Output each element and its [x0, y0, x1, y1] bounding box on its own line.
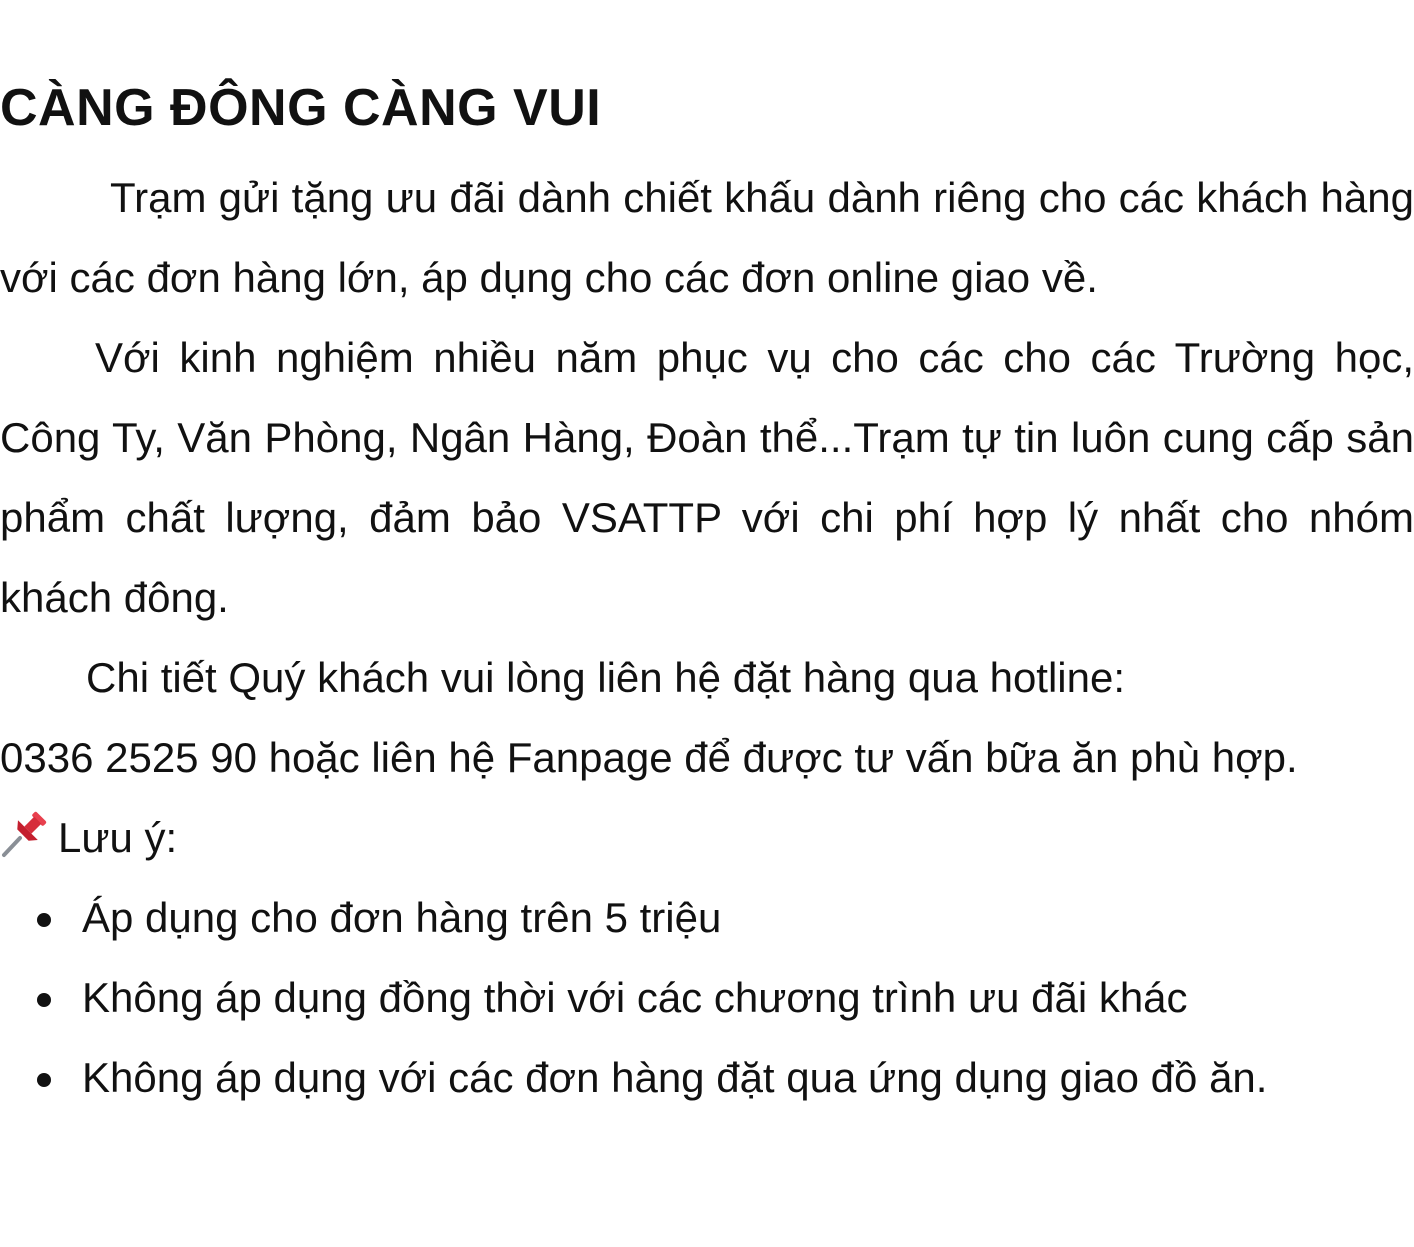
list-item-text: Không áp dụng với các đơn hàng đặt qua ứng dụng giao đồ ăn.	[82, 1054, 1268, 1101]
bullet-icon	[37, 993, 51, 1007]
list-item-text: Không áp dụng đồng thời với các chương trình ưu đãi khác	[82, 974, 1188, 1021]
contact-paragraph: Chi tiết Quý khách vui lòng liên hệ đặt hàng qua hotline:	[86, 654, 1126, 701]
list-item	[0, 1038, 1267, 1118]
bullet-icon	[37, 1073, 51, 1087]
note-heading	[0, 798, 177, 878]
list-item-text: Áp dụng cho đơn hàng trên 5 triệu	[82, 894, 722, 941]
list-item	[0, 958, 1267, 1038]
pushpin-icon	[0, 804, 50, 854]
page-title: CÀNG ĐÔNG CÀNG VUI	[0, 79, 602, 137]
bullet-icon	[37, 913, 51, 927]
note-list	[0, 878, 1267, 1118]
hotline-paragraph: 0336 2525 90 hoặc liên hệ Fanpage để được tư vấn bữa ăn phù hợp.	[0, 734, 1298, 781]
list-item	[0, 878, 1267, 958]
note-label: Lưu ý:	[58, 814, 178, 861]
intro-paragraph: Trạm gửi tặng ưu đãi dành chiết khấu dành riêng cho các khách hàng với các đơn hàng lớn, áp dụng cho các đơn online giao về.	[0, 174, 1414, 301]
experience-paragraph: Với kinh nghiệm nhiều năm phục vụ cho các cho các Trường học, Công Ty, Văn Phòng, Ngân Hàng, Đoàn thể...Trạm tự tin luôn cung cấp sản phẩm chất lượng, đảm bảo VSATTP với chi phí hợp lý nhất cho nhóm khách đông.	[0, 334, 1414, 621]
